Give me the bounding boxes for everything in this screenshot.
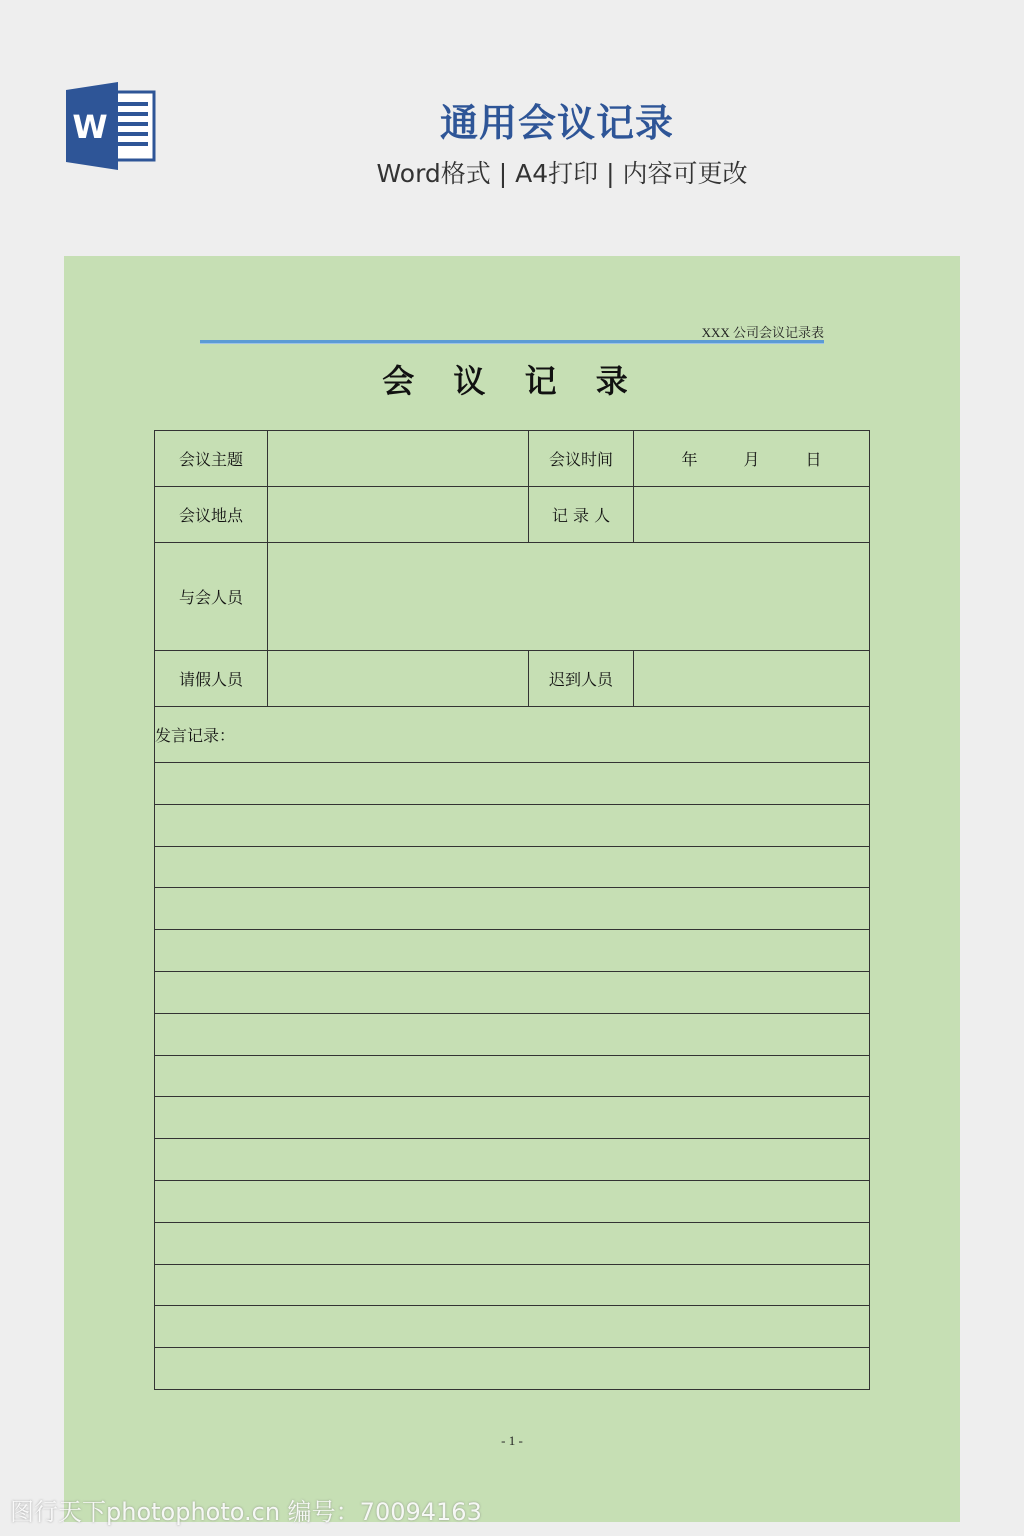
minutes-line-field[interactable]	[155, 888, 870, 930]
minutes-line	[155, 930, 870, 972]
minutes-line-field[interactable]	[155, 1097, 870, 1139]
attendees-label: 与会人员	[155, 543, 268, 651]
date-field[interactable]	[634, 431, 870, 487]
header-rule	[200, 340, 824, 344]
minutes-line	[155, 1306, 870, 1348]
document-page	[64, 256, 960, 1522]
location-field[interactable]	[268, 487, 529, 543]
time-label: 会议时间	[529, 431, 634, 487]
minutes-line	[155, 846, 870, 888]
minutes-line-field[interactable]	[155, 1306, 870, 1348]
minutes-line-field[interactable]	[155, 1013, 870, 1055]
minutes-line-field[interactable]	[155, 1222, 870, 1264]
meeting-form-table	[154, 430, 870, 1390]
minutes-line	[155, 1222, 870, 1264]
minutes-line	[155, 1139, 870, 1181]
form-row-minutes-header	[155, 707, 870, 763]
minutes-line-field[interactable]	[155, 1264, 870, 1306]
minutes-label: 发言记录：	[155, 707, 870, 763]
page-number: - 1 -	[501, 1433, 523, 1448]
topic-label: 会议主题	[155, 431, 268, 487]
banner-subtitle: Word格式 | A4打印 | 内容可更改	[376, 159, 748, 188]
banner-title: 通用会议记录	[439, 101, 674, 145]
form-row-attendees	[155, 543, 870, 651]
recorder-label: 记 录 人	[529, 487, 634, 543]
word-icon-letter: W	[72, 108, 108, 146]
form-row-topic	[155, 431, 870, 487]
minutes-line-field[interactable]	[155, 763, 870, 805]
minutes-line-field[interactable]	[155, 971, 870, 1013]
date-month: 月	[743, 450, 760, 469]
watermark: 图行天下photophoto.cn 编号：70094163	[10, 1498, 482, 1526]
minutes-line-field[interactable]	[155, 1180, 870, 1222]
minutes-lines	[155, 763, 870, 1390]
recorder-field[interactable]	[634, 487, 870, 543]
form-row-leave	[155, 651, 870, 707]
attendees-field[interactable]	[268, 543, 870, 651]
date-year: 年	[681, 450, 698, 469]
minutes-line	[155, 1055, 870, 1097]
minutes-line	[155, 1180, 870, 1222]
minutes-line	[155, 1013, 870, 1055]
late-field[interactable]	[634, 651, 870, 707]
minutes-line-field[interactable]	[155, 1348, 870, 1390]
minutes-line	[155, 1264, 870, 1306]
late-label: 迟到人员	[529, 651, 634, 707]
minutes-line-field[interactable]	[155, 930, 870, 972]
location-label: 会议地点	[155, 487, 268, 543]
minutes-line-field[interactable]	[155, 804, 870, 846]
document-title: 会 议 记 录	[382, 362, 642, 400]
minutes-line-field[interactable]	[155, 1139, 870, 1181]
minutes-line	[155, 971, 870, 1013]
header-note: XXX 公司会议记录表	[701, 325, 824, 340]
minutes-line-field[interactable]	[155, 1055, 870, 1097]
minutes-line-field[interactable]	[155, 846, 870, 888]
minutes-line	[155, 763, 870, 805]
minutes-line	[155, 1348, 870, 1390]
form-row-location	[155, 487, 870, 543]
minutes-line	[155, 888, 870, 930]
minutes-line	[155, 804, 870, 846]
on-leave-field[interactable]	[268, 651, 529, 707]
date-day: 日	[805, 450, 822, 469]
minutes-line	[155, 1097, 870, 1139]
on-leave-label: 请假人员	[155, 651, 268, 707]
topic-field[interactable]	[268, 431, 529, 487]
